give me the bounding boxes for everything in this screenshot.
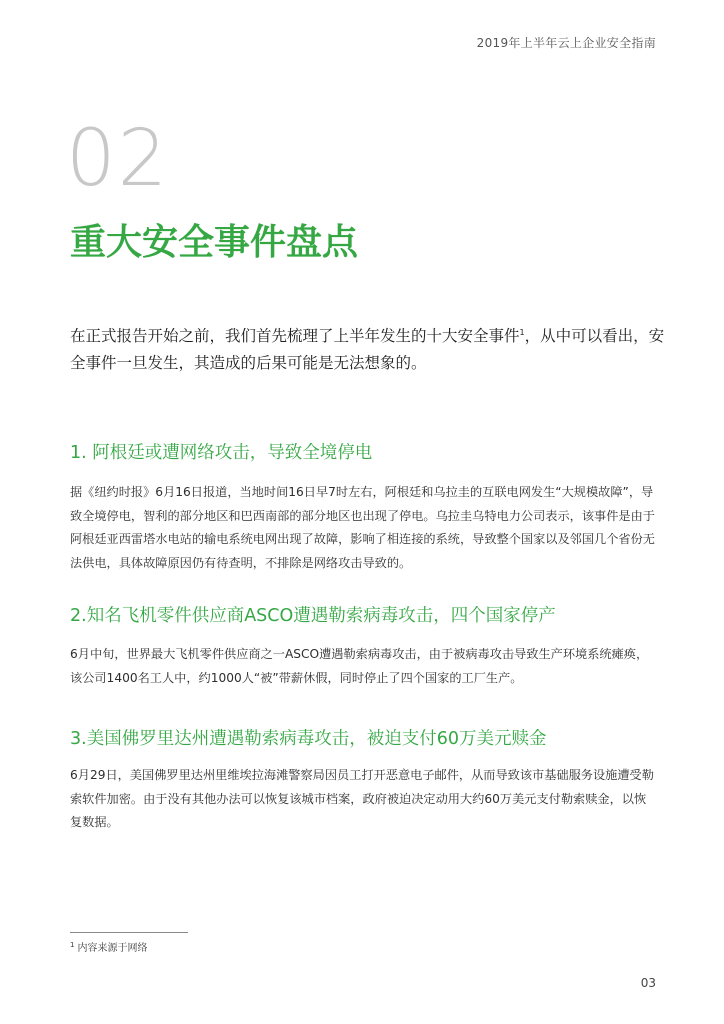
footnote-marker: 1 [70, 940, 75, 949]
footnote-divider [70, 932, 188, 933]
footnote-text: 内容来源于网络 [77, 943, 148, 954]
intro-paragraph [70, 323, 670, 377]
chapter-title: 重大安全事件盘点 [70, 222, 359, 263]
section-body-3: 6月29日，美国佛罗里达州里维埃拉海滩警察局因员工打开恶意电子邮件，从而导致该市基础服务设施遭受勒索软件加密。由于没有其他办法可以恢复该城市档案，政府被迫决定动用大约60万美元支付勒索赎金，以恢复数据。 [70, 768, 654, 829]
section-body-2: 6月中旬，世界最大飞机零件供应商之一ASCO遭遇勒索病毒攻击，由于被病毒攻击导致生产环境系统瘫痪，该公司1400名工人中，约1000人“被”带薪休假，同时停止了四个国家的工厂生产。 [70, 647, 649, 685]
section-heading-1: 1. 阿根廷或遭网络攻击，导致全境停电 [70, 443, 373, 463]
section-body-1: 据《纽约时报》6月16日报道，当地时间16日早7时左右，阿根廷和乌拉圭的互联电网发生“大规模故障”，导致全境停电，智利的部分地区和巴西南部的部分地区也出现了停电。乌拉圭乌特电力公司表示，该事件是由于阿根廷亚西雷塔水电站的输电系统电网出现了故障，影响了相连接的系统，导致整个国家以及邻国几个省份无法供电，具体故障原因仍有待查明，不排除是网络攻击导致的。 [70, 485, 655, 570]
page-number: 03 [640, 976, 656, 990]
section-heading-2: 2.知名飞机零件供应商ASCO遭遇勒索病毒攻击，四个国家停产 [70, 606, 556, 626]
footnote-reference[interactable]: 1 [519, 327, 525, 337]
section-heading-3: 3.美国佛罗里达州遭遇勒索病毒攻击，被迫支付60万美元赎金 [70, 729, 547, 749]
chapter-number: 02 [66, 114, 170, 204]
footnote [70, 939, 147, 954]
intro-text-after: ，从中可以看出，安全事件一旦发生，其造成的后果可能是无法想象的。 [70, 327, 665, 372]
running-header: 2019年上半年云上企业安全指南 [476, 36, 656, 50]
intro-text-before: 在正式报告开始之前，我们首先梳理了上半年发生的十大安全事件 [70, 327, 520, 345]
